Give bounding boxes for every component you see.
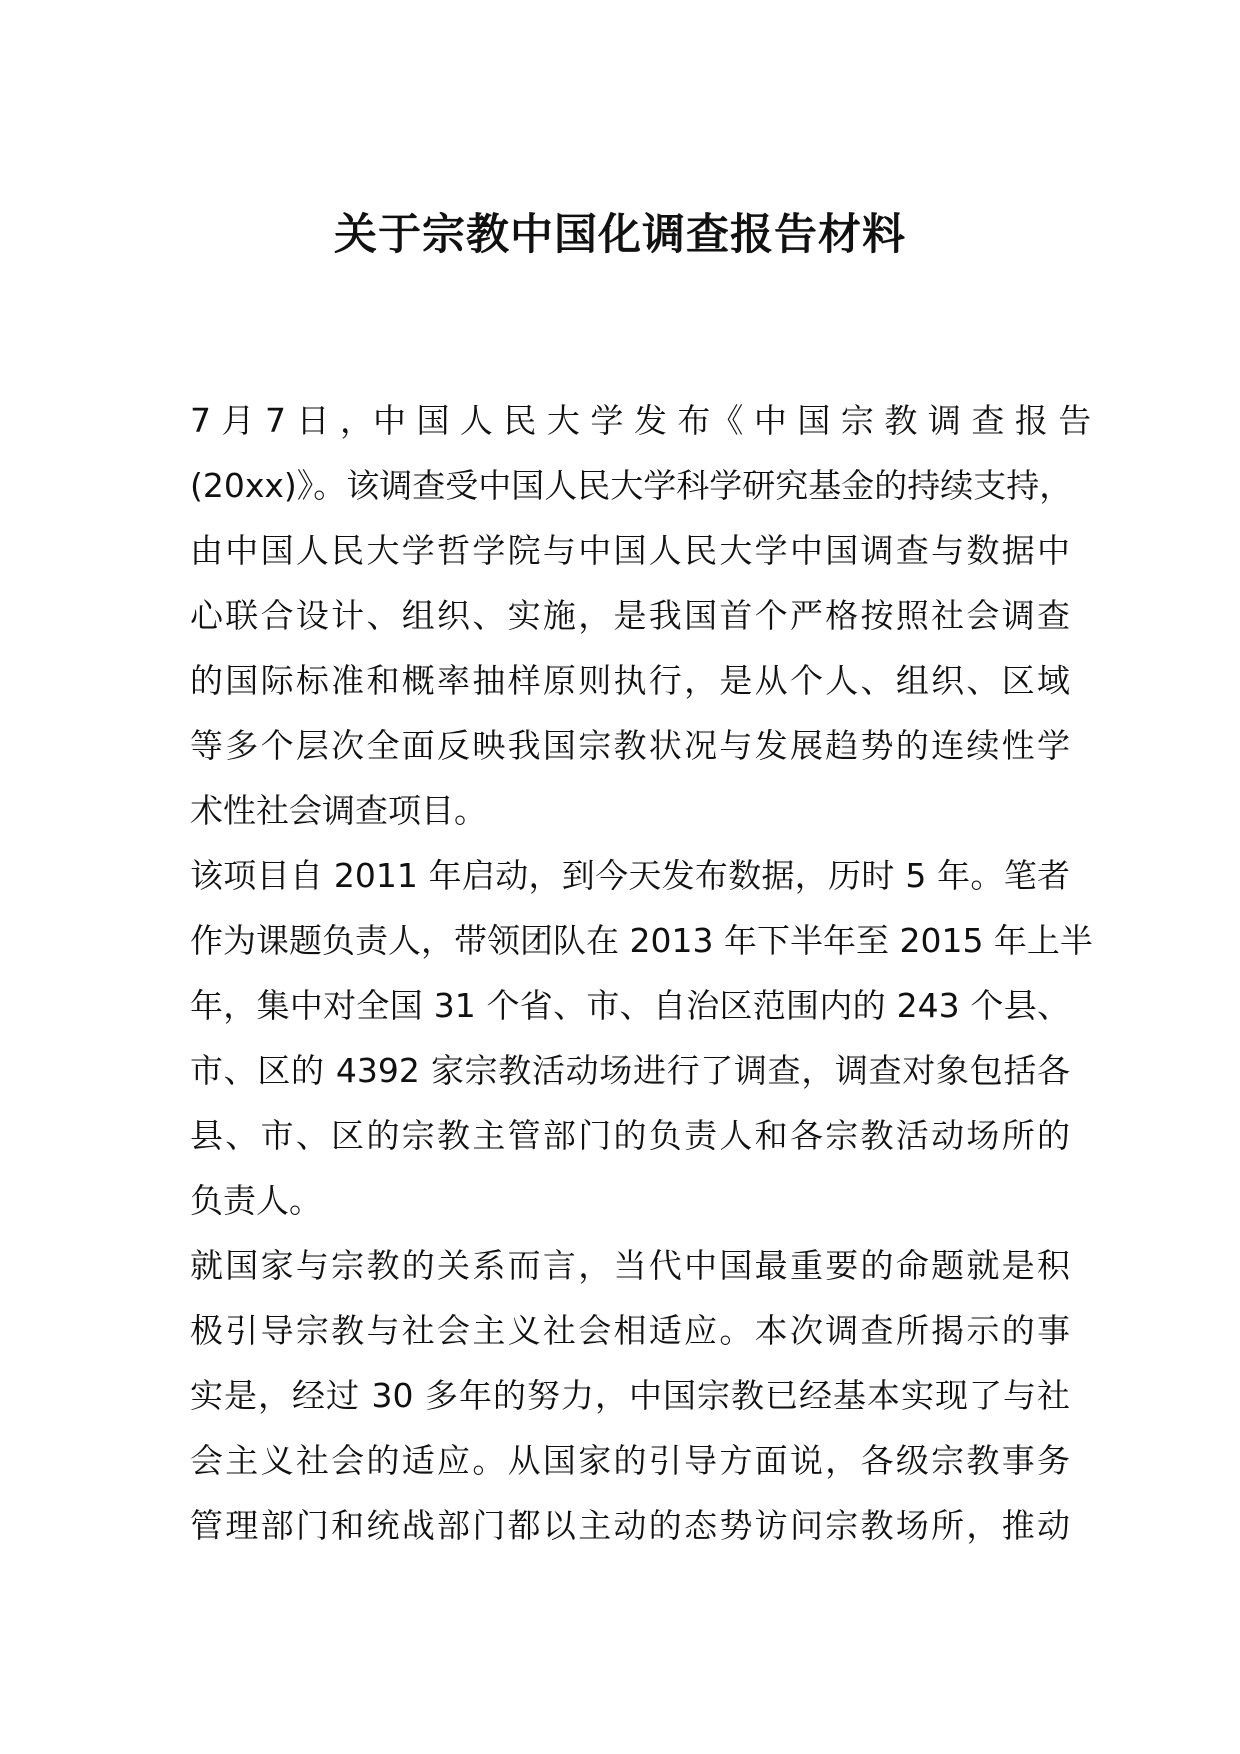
text-line: (20xx)》。该调查受中国人民大学科学研究基金的持续支持， bbox=[190, 466, 1073, 505]
text-line: 的国际标准和概率抽样原则执行，是从个人、组织、区域 bbox=[190, 661, 1070, 700]
text-line: 术性社会调查项目。 bbox=[190, 791, 487, 830]
text-line: 会主义社会的适应。从国家的引导方面说，各级宗教事务 bbox=[190, 1441, 1070, 1480]
text-line: 负责人。 bbox=[190, 1181, 322, 1220]
document-title: 关于宗教中国化调查报告材料 bbox=[334, 210, 906, 260]
text-line: 由中国人民大学哲学院与中国人民大学中国调查与数据中 bbox=[190, 531, 1070, 570]
text-line: 7 月 7 日 ，中 国 人 民 大 学 发 布《 中 国 宗 教 调 查 报 告 bbox=[190, 401, 1092, 440]
text-line: 等多个层次全面反映我国宗教状况与发展趋势的连续性学 bbox=[190, 726, 1070, 765]
text-line: 实是，经过 30 多年的努力，中国宗教已经基本实现了与社 bbox=[190, 1376, 1070, 1415]
text-line: 市、区的 4392 家宗教活动场进行了调查，调查对象包括各 bbox=[190, 1051, 1070, 1090]
text-line: 管理部门和统战部门都以主动的态势访问宗教场所，推动 bbox=[190, 1506, 1070, 1545]
text-line: 心联合设计、组织、实施，是我国首个严格按照社会调查 bbox=[190, 596, 1070, 635]
text-line: 极引导宗教与社会主义社会相适应。本次调查所揭示的事 bbox=[190, 1311, 1070, 1350]
document-body bbox=[190, 388, 1093, 1558]
text-line: 该项目自 2011 年启动，到今天发布数据，历时 5 年。笔者 bbox=[190, 856, 1070, 895]
text-line: 年，集中对全国 31 个省、市、自治区范围内的 243 个县、 bbox=[190, 986, 1070, 1025]
text-line: 县、市、区的宗教主管部门的负责人和各宗教活动场所的 bbox=[190, 1116, 1070, 1155]
text-line: 作为课题负责人，带领团队在 2013 年下半年至 2015 年上半 bbox=[190, 921, 1093, 960]
text-line: 就国家与宗教的关系而言，当代中国最重要的命题就是积 bbox=[190, 1246, 1070, 1285]
